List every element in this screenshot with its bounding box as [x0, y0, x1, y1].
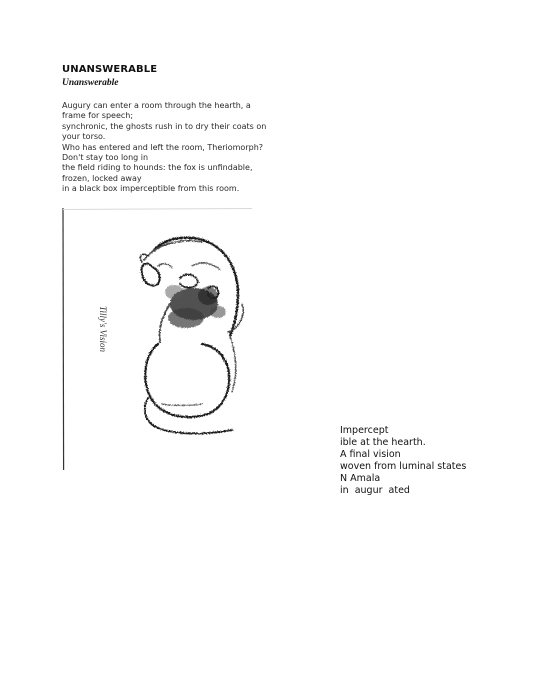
poem-line: the field riding to hounds: the fox is unfindable, [62, 163, 253, 173]
poem-line: frame for speech; [62, 111, 134, 121]
poem-subtitle: Unanswerable [62, 78, 119, 88]
sketch-head-top [144, 241, 202, 260]
charcoal-sketch-image [62, 208, 257, 470]
poem-line: in a black box imperceptible from this room. [62, 184, 240, 194]
poem-body [62, 101, 282, 195]
poem-line: Don't stay too long in [62, 153, 149, 163]
sketch-ear [142, 264, 160, 286]
poem-title: UNANSWERABLE [62, 64, 158, 75]
vision-line: woven from luminal states [340, 460, 467, 472]
vision-stanza [340, 425, 466, 496]
vision-line: ible at the hearth. [340, 436, 426, 448]
sketch-face-detail [180, 275, 198, 288]
poem-line: your torso. [62, 132, 106, 142]
sketch-left-edge [63, 208, 64, 470]
poem-line: frozen, locked away [62, 173, 142, 183]
poem-line: synchronic, the ghosts rush in to dry their coats on [62, 121, 267, 131]
vision-line: N Amala [340, 472, 381, 484]
sketch-handwritten-caption: Tilly's Vision [98, 306, 108, 353]
vision-line: A final vision [340, 448, 401, 460]
sketch-top-edge [63, 209, 252, 210]
vision-line: in augur ated [340, 484, 410, 496]
poem-line: Augury can enter a room through the hearth, a [62, 101, 251, 110]
vision-line: Impercept [340, 425, 389, 436]
poem-line: Who has entered and left the room, Theriomorph? [62, 142, 264, 152]
